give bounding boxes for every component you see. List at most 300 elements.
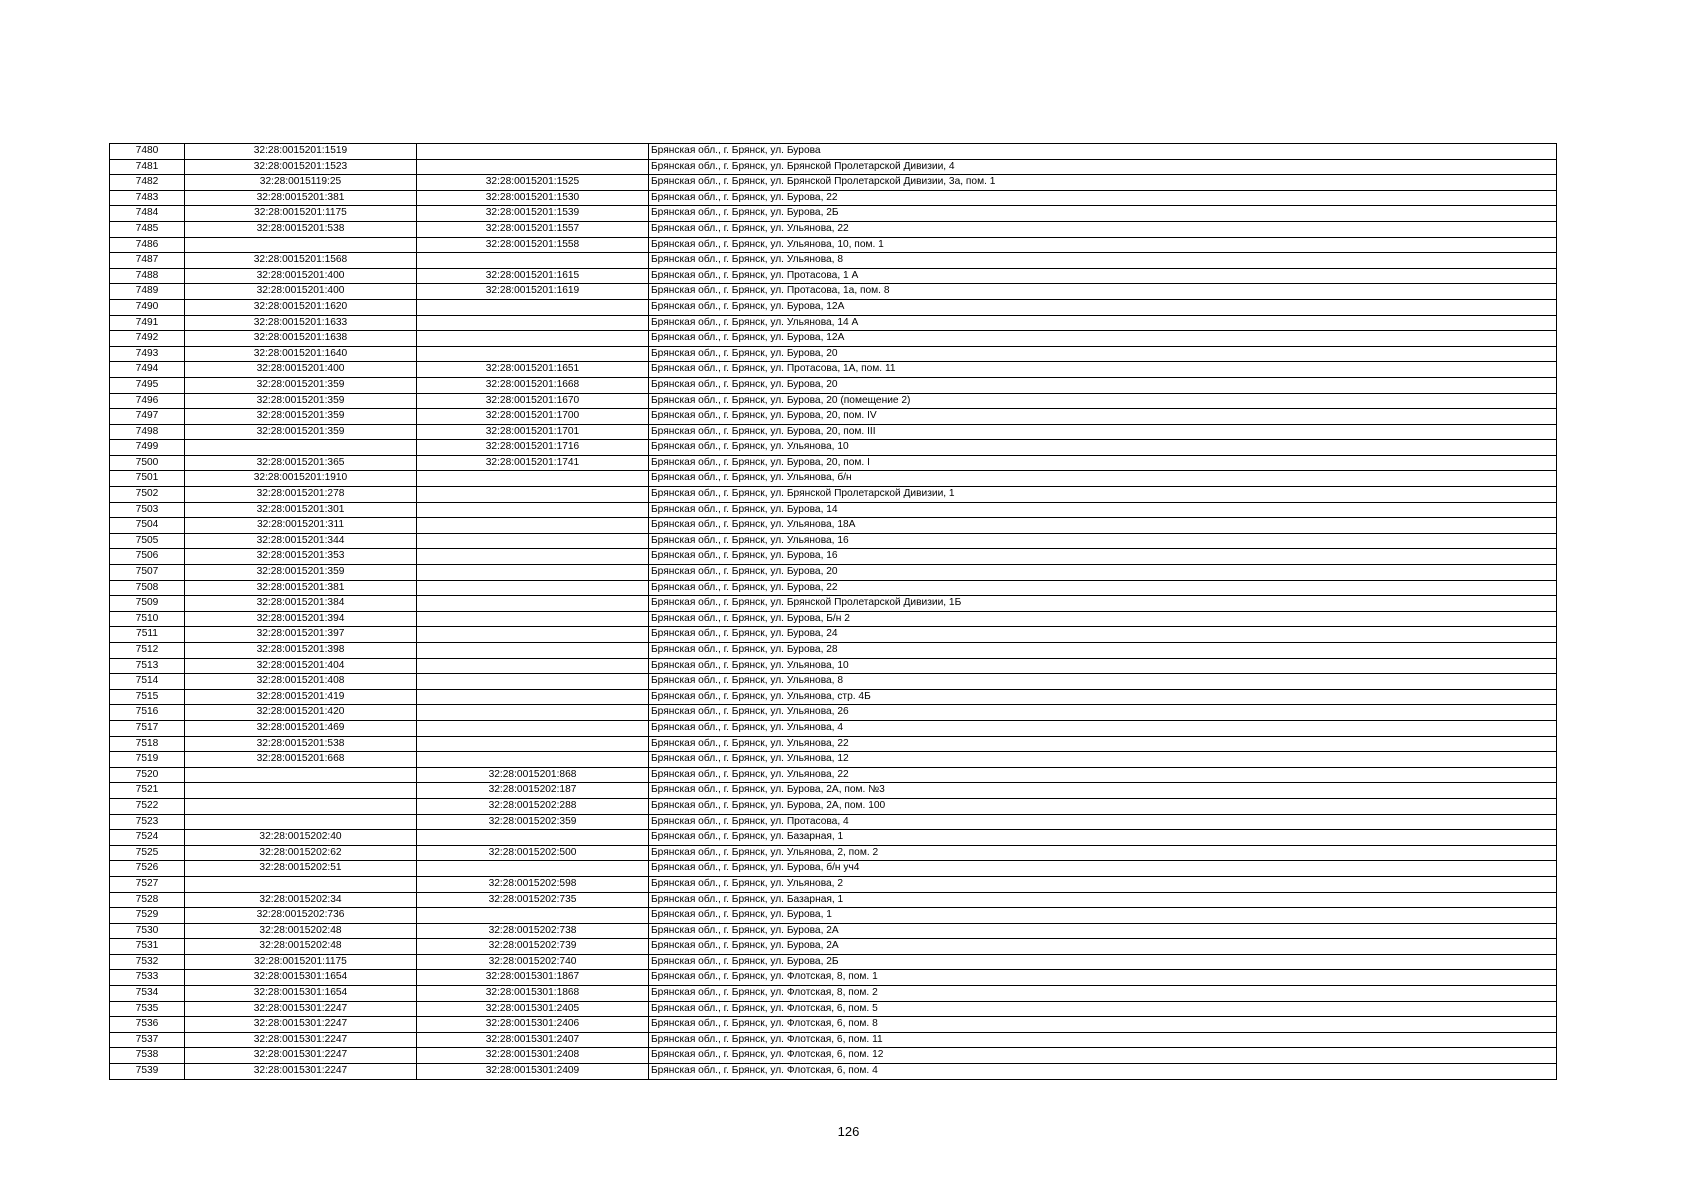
linked-cadastral-number-cell: 32:28:0015201:1557 (417, 221, 649, 237)
table-row (110, 798, 1557, 814)
linked-cadastral-number-cell: 32:28:0015301:2405 (417, 1001, 649, 1017)
row-number-cell: 7533 (110, 970, 185, 986)
linked-cadastral-number-cell (417, 549, 649, 565)
row-number-cell: 7510 (110, 611, 185, 627)
linked-cadastral-number-cell: 32:28:0015301:1868 (417, 986, 649, 1002)
row-number-cell: 7509 (110, 596, 185, 612)
row-number-cell: 7496 (110, 393, 185, 409)
row-number-cell: 7537 (110, 1032, 185, 1048)
address-cell: Брянская обл., г. Брянск, ул. Бурова, б/н уч4 (649, 861, 1557, 877)
row-number-cell: 7529 (110, 908, 185, 924)
row-number-cell: 7498 (110, 424, 185, 440)
table-row (110, 159, 1557, 175)
row-number-cell: 7539 (110, 1064, 185, 1080)
linked-cadastral-number-cell (417, 736, 649, 752)
row-number-cell: 7480 (110, 144, 185, 160)
table-row (110, 658, 1557, 674)
cadastral-number-cell: 32:28:0015201:1175 (185, 206, 417, 222)
cadastral-number-cell: 32:28:0015201:384 (185, 596, 417, 612)
address-cell: Брянская обл., г. Брянск, ул. Бурова, 2Б (649, 206, 1557, 222)
linked-cadastral-number-cell (417, 159, 649, 175)
cadastral-number-cell: 32:28:0015201:359 (185, 377, 417, 393)
address-cell: Брянская обл., г. Брянск, ул. Бурова, 2А (649, 923, 1557, 939)
parcels-table-body (110, 144, 1557, 1080)
table-row (110, 268, 1557, 284)
cadastral-number-cell (185, 798, 417, 814)
row-number-cell: 7489 (110, 284, 185, 300)
linked-cadastral-number-cell: 32:28:0015201:1530 (417, 190, 649, 206)
cadastral-number-cell (185, 237, 417, 253)
table-row (110, 752, 1557, 768)
linked-cadastral-number-cell (417, 565, 649, 581)
linked-cadastral-number-cell: 32:28:0015201:1615 (417, 268, 649, 284)
table-row (110, 892, 1557, 908)
address-cell: Брянская обл., г. Брянск, ул. Бурова, 2А (649, 939, 1557, 955)
row-number-cell: 7520 (110, 767, 185, 783)
cadastral-number-cell: 32:28:0015201:301 (185, 502, 417, 518)
row-number-cell: 7514 (110, 674, 185, 690)
cadastral-number-cell: 32:28:0015201:1175 (185, 954, 417, 970)
linked-cadastral-number-cell (417, 658, 649, 674)
cadastral-number-cell: 32:28:0015201:1633 (185, 315, 417, 331)
address-cell: Брянская обл., г. Брянск, ул. Брянской Пролетарской Дивизии, 3а, пом. 1 (649, 175, 1557, 191)
linked-cadastral-number-cell (417, 596, 649, 612)
table-row (110, 424, 1557, 440)
page-number: 126 (837, 1124, 860, 1139)
table-row (110, 331, 1557, 347)
address-cell: Брянская обл., г. Брянск, ул. Брянской Пролетарской Дивизии, 4 (649, 159, 1557, 175)
address-cell: Брянская обл., г. Брянск, ул. Флотская, 6, пом. 4 (649, 1064, 1557, 1080)
address-cell: Брянская обл., г. Брянск, ул. Брянской Пролетарской Дивизии, 1 (649, 487, 1557, 503)
row-number-cell: 7519 (110, 752, 185, 768)
address-cell: Брянская обл., г. Брянск, ул. Брянской Пролетарской Дивизии, 1Б (649, 596, 1557, 612)
row-number-cell: 7522 (110, 798, 185, 814)
row-number-cell: 7515 (110, 689, 185, 705)
linked-cadastral-number-cell (417, 861, 649, 877)
row-number-cell: 7485 (110, 221, 185, 237)
address-cell: Брянская обл., г. Брянск, ул. Протасова, 1 А (649, 268, 1557, 284)
cadastral-number-cell: 32:28:0015202:51 (185, 861, 417, 877)
row-number-cell: 7530 (110, 923, 185, 939)
row-number-cell: 7532 (110, 954, 185, 970)
linked-cadastral-number-cell: 32:28:0015201:1701 (417, 424, 649, 440)
address-cell: Брянская обл., г. Брянск, ул. Ульянова, б/н (649, 471, 1557, 487)
table-row (110, 471, 1557, 487)
cadastral-number-cell (185, 814, 417, 830)
address-cell: Брянская обл., г. Брянск, ул. Бурова, 20, пом. I (649, 455, 1557, 471)
address-cell: Брянская обл., г. Брянск, ул. Ульянова, 12 (649, 752, 1557, 768)
row-number-cell: 7526 (110, 861, 185, 877)
table-row (110, 565, 1557, 581)
cadastral-number-cell: 32:28:0015202:48 (185, 939, 417, 955)
address-cell: Брянская обл., г. Брянск, ул. Бурова, 24 (649, 627, 1557, 643)
linked-cadastral-number-cell: 32:28:0015202:359 (417, 814, 649, 830)
cadastral-number-cell: 32:28:0015301:2247 (185, 1001, 417, 1017)
cadastral-number-cell: 32:28:0015201:1638 (185, 331, 417, 347)
cadastral-number-cell: 32:28:0015201:538 (185, 736, 417, 752)
cadastral-number-cell: 32:28:0015301:2247 (185, 1032, 417, 1048)
row-number-cell: 7483 (110, 190, 185, 206)
linked-cadastral-number-cell (417, 689, 649, 705)
table-row (110, 627, 1557, 643)
address-cell: Брянская обл., г. Брянск, ул. Флотская, 6, пом. 11 (649, 1032, 1557, 1048)
cadastral-number-cell: 32:28:0015301:2247 (185, 1048, 417, 1064)
linked-cadastral-number-cell (417, 627, 649, 643)
row-number-cell: 7516 (110, 705, 185, 721)
cadastral-number-cell: 32:28:0015202:736 (185, 908, 417, 924)
linked-cadastral-number-cell (417, 487, 649, 503)
address-cell: Брянская обл., г. Брянск, ул. Бурова, 20 (649, 377, 1557, 393)
cadastral-number-cell: 32:28:0015201:469 (185, 720, 417, 736)
address-cell: Брянская обл., г. Брянск, ул. Бурова, 2Б (649, 954, 1557, 970)
cadastral-number-cell: 32:28:0015201:359 (185, 393, 417, 409)
linked-cadastral-number-cell: 32:28:0015201:1525 (417, 175, 649, 191)
table-row (110, 455, 1557, 471)
table-row (110, 939, 1557, 955)
cadastral-number-cell: 32:28:0015201:397 (185, 627, 417, 643)
address-cell: Брянская обл., г. Брянск, ул. Протасова, 1а, пом. 8 (649, 284, 1557, 300)
cadastral-number-cell: 32:28:0015201:344 (185, 533, 417, 549)
table-row (110, 393, 1557, 409)
linked-cadastral-number-cell: 32:28:0015201:1716 (417, 440, 649, 456)
address-cell: Брянская обл., г. Брянск, ул. Протасова, 1А, пом. 11 (649, 362, 1557, 378)
parcels-table (109, 143, 1557, 1080)
linked-cadastral-number-cell (417, 471, 649, 487)
address-cell: Брянская обл., г. Брянск, ул. Бурова, 22 (649, 580, 1557, 596)
table-row (110, 970, 1557, 986)
linked-cadastral-number-cell: 32:28:0015201:1670 (417, 393, 649, 409)
table-row (110, 643, 1557, 659)
address-cell: Брянская обл., г. Брянск, ул. Бурова, 2А, пом. №3 (649, 783, 1557, 799)
address-cell: Брянская обл., г. Брянск, ул. Флотская, 8, пом. 1 (649, 970, 1557, 986)
linked-cadastral-number-cell: 32:28:0015202:739 (417, 939, 649, 955)
linked-cadastral-number-cell (417, 253, 649, 269)
cadastral-number-cell: 32:28:0015201:1523 (185, 159, 417, 175)
linked-cadastral-number-cell (417, 315, 649, 331)
row-number-cell: 7497 (110, 409, 185, 425)
row-number-cell: 7502 (110, 487, 185, 503)
linked-cadastral-number-cell: 32:28:0015202:740 (417, 954, 649, 970)
cadastral-number-cell: 32:28:0015201:1519 (185, 144, 417, 160)
cadastral-number-cell: 32:28:0015201:419 (185, 689, 417, 705)
linked-cadastral-number-cell: 32:28:0015201:868 (417, 767, 649, 783)
address-cell: Брянская обл., г. Брянск, ул. Ульянова, 14 А (649, 315, 1557, 331)
cadastral-number-cell: 32:28:0015201:400 (185, 284, 417, 300)
linked-cadastral-number-cell (417, 518, 649, 534)
table-row (110, 674, 1557, 690)
linked-cadastral-number-cell (417, 611, 649, 627)
cadastral-number-cell: 32:28:0015119:25 (185, 175, 417, 191)
table-row (110, 876, 1557, 892)
address-cell: Брянская обл., г. Брянск, ул. Ульянова, 10, пом. 1 (649, 237, 1557, 253)
linked-cadastral-number-cell: 32:28:0015201:1539 (417, 206, 649, 222)
cadastral-number-cell: 32:28:0015202:48 (185, 923, 417, 939)
row-number-cell: 7499 (110, 440, 185, 456)
address-cell: Брянская обл., г. Брянск, ул. Бурова, 12А (649, 299, 1557, 315)
row-number-cell: 7488 (110, 268, 185, 284)
address-cell: Брянская обл., г. Брянск, ул. Бурова, 20 (649, 346, 1557, 362)
cadastral-number-cell: 32:28:0015202:62 (185, 845, 417, 861)
row-number-cell: 7507 (110, 565, 185, 581)
address-cell: Брянская обл., г. Брянск, ул. Бурова, 28 (649, 643, 1557, 659)
table-row (110, 518, 1557, 534)
table-row (110, 783, 1557, 799)
address-cell: Брянская обл., г. Брянск, ул. Ульянова, 22 (649, 736, 1557, 752)
row-number-cell: 7503 (110, 502, 185, 518)
address-cell: Брянская обл., г. Брянск, ул. Бурова, Б/н 2 (649, 611, 1557, 627)
table-row (110, 299, 1557, 315)
cadastral-number-cell (185, 440, 417, 456)
row-number-cell: 7506 (110, 549, 185, 565)
table-row (110, 253, 1557, 269)
linked-cadastral-number-cell (417, 533, 649, 549)
cadastral-number-cell (185, 876, 417, 892)
table-row (110, 175, 1557, 191)
row-number-cell: 7523 (110, 814, 185, 830)
address-cell: Брянская обл., г. Брянск, ул. Базарная, 1 (649, 892, 1557, 908)
table-row (110, 237, 1557, 253)
cadastral-number-cell: 32:28:0015301:2247 (185, 1064, 417, 1080)
row-number-cell: 7504 (110, 518, 185, 534)
linked-cadastral-number-cell: 32:28:0015301:1867 (417, 970, 649, 986)
row-number-cell: 7513 (110, 658, 185, 674)
linked-cadastral-number-cell: 32:28:0015301:2406 (417, 1017, 649, 1033)
row-number-cell: 7536 (110, 1017, 185, 1033)
cadastral-number-cell: 32:28:0015201:359 (185, 424, 417, 440)
row-number-cell: 7538 (110, 1048, 185, 1064)
address-cell: Брянская обл., г. Брянск, ул. Протасова, 4 (649, 814, 1557, 830)
cadastral-number-cell: 32:28:0015201:359 (185, 565, 417, 581)
cadastral-number-cell: 32:28:0015201:311 (185, 518, 417, 534)
linked-cadastral-number-cell: 32:28:0015201:1741 (417, 455, 649, 471)
table-row (110, 705, 1557, 721)
cadastral-number-cell: 32:28:0015201:398 (185, 643, 417, 659)
table-row (110, 362, 1557, 378)
address-cell: Брянская обл., г. Брянск, ул. Ульянова, 16 (649, 533, 1557, 549)
linked-cadastral-number-cell (417, 346, 649, 362)
address-cell: Брянская обл., г. Брянск, ул. Ульянова, 2 (649, 876, 1557, 892)
table-row (110, 986, 1557, 1002)
row-number-cell: 7484 (110, 206, 185, 222)
address-cell: Брянская обл., г. Брянск, ул. Ульянова, 10 (649, 440, 1557, 456)
address-cell: Брянская обл., г. Брянск, ул. Бурова (649, 144, 1557, 160)
table-row (110, 487, 1557, 503)
linked-cadastral-number-cell: 32:28:0015202:288 (417, 798, 649, 814)
row-number-cell: 7511 (110, 627, 185, 643)
address-cell: Брянская обл., г. Брянск, ул. Флотская, 8, пом. 2 (649, 986, 1557, 1002)
cadastral-number-cell: 32:28:0015201:381 (185, 580, 417, 596)
linked-cadastral-number-cell: 32:28:0015202:598 (417, 876, 649, 892)
table-row (110, 346, 1557, 362)
table-row (110, 923, 1557, 939)
table-row (110, 1048, 1557, 1064)
cadastral-number-cell: 32:28:0015301:2247 (185, 1017, 417, 1033)
cadastral-number-cell: 32:28:0015201:538 (185, 221, 417, 237)
table-row (110, 814, 1557, 830)
table-row (110, 315, 1557, 331)
cadastral-number-cell: 32:28:0015201:668 (185, 752, 417, 768)
linked-cadastral-number-cell: 32:28:0015202:500 (417, 845, 649, 861)
cadastral-number-cell: 32:28:0015201:1620 (185, 299, 417, 315)
row-number-cell: 7487 (110, 253, 185, 269)
table-row (110, 1032, 1557, 1048)
linked-cadastral-number-cell (417, 674, 649, 690)
cadastral-number-cell: 32:28:0015201:400 (185, 268, 417, 284)
linked-cadastral-number-cell (417, 908, 649, 924)
table-row (110, 502, 1557, 518)
linked-cadastral-number-cell (417, 580, 649, 596)
table-row (110, 736, 1557, 752)
row-number-cell: 7512 (110, 643, 185, 659)
cadastral-number-cell: 32:28:0015201:400 (185, 362, 417, 378)
table-row (110, 689, 1557, 705)
linked-cadastral-number-cell (417, 752, 649, 768)
row-number-cell: 7501 (110, 471, 185, 487)
address-cell: Брянская обл., г. Брянск, ул. Бурова, 1 (649, 908, 1557, 924)
table-row (110, 845, 1557, 861)
row-number-cell: 7495 (110, 377, 185, 393)
row-number-cell: 7505 (110, 533, 185, 549)
linked-cadastral-number-cell (417, 643, 649, 659)
row-number-cell: 7508 (110, 580, 185, 596)
table-row (110, 954, 1557, 970)
row-number-cell: 7525 (110, 845, 185, 861)
linked-cadastral-number-cell: 32:28:0015201:1651 (417, 362, 649, 378)
linked-cadastral-number-cell (417, 299, 649, 315)
cadastral-number-cell: 32:28:0015201:353 (185, 549, 417, 565)
linked-cadastral-number-cell (417, 502, 649, 518)
table-row (110, 908, 1557, 924)
table-row (110, 720, 1557, 736)
cadastral-number-cell: 32:28:0015201:420 (185, 705, 417, 721)
linked-cadastral-number-cell (417, 705, 649, 721)
row-number-cell: 7527 (110, 876, 185, 892)
cadastral-number-cell: 32:28:0015201:278 (185, 487, 417, 503)
table-row (110, 190, 1557, 206)
row-number-cell: 7521 (110, 783, 185, 799)
cadastral-number-cell: 32:28:0015201:1910 (185, 471, 417, 487)
address-cell: Брянская обл., г. Брянск, ул. Бурова, 12А (649, 331, 1557, 347)
row-number-cell: 7517 (110, 720, 185, 736)
row-number-cell: 7491 (110, 315, 185, 331)
table-row (110, 1017, 1557, 1033)
row-number-cell: 7535 (110, 1001, 185, 1017)
linked-cadastral-number-cell: 32:28:0015301:2409 (417, 1064, 649, 1080)
address-cell: Брянская обл., г. Брянск, ул. Ульянова, 22 (649, 221, 1557, 237)
linked-cadastral-number-cell: 32:28:0015201:1700 (417, 409, 649, 425)
table-row (110, 221, 1557, 237)
row-number-cell: 7494 (110, 362, 185, 378)
row-number-cell: 7534 (110, 986, 185, 1002)
address-cell: Брянская обл., г. Брянск, ул. Бурова, 20, пом. III (649, 424, 1557, 440)
table-row (110, 596, 1557, 612)
cadastral-number-cell: 32:28:0015301:1654 (185, 986, 417, 1002)
table-row (110, 533, 1557, 549)
cadastral-number-cell: 32:28:0015202:34 (185, 892, 417, 908)
linked-cadastral-number-cell (417, 331, 649, 347)
row-number-cell: 7524 (110, 830, 185, 846)
table-row (110, 611, 1557, 627)
cadastral-number-cell (185, 767, 417, 783)
linked-cadastral-number-cell: 32:28:0015202:187 (417, 783, 649, 799)
address-cell: Брянская обл., г. Брянск, ул. Ульянова, 10 (649, 658, 1557, 674)
row-number-cell: 7486 (110, 237, 185, 253)
cadastral-number-cell: 32:28:0015201:381 (185, 190, 417, 206)
cadastral-number-cell: 32:28:0015202:40 (185, 830, 417, 846)
address-cell: Брянская обл., г. Брянск, ул. Ульянова, 18А (649, 518, 1557, 534)
linked-cadastral-number-cell (417, 144, 649, 160)
table-row (110, 1064, 1557, 1080)
row-number-cell: 7490 (110, 299, 185, 315)
cadastral-number-cell: 32:28:0015201:1568 (185, 253, 417, 269)
row-number-cell: 7482 (110, 175, 185, 191)
cadastral-number-cell: 32:28:0015201:404 (185, 658, 417, 674)
address-cell: Брянская обл., г. Брянск, ул. Бурова, 20 (помещение 2) (649, 393, 1557, 409)
address-cell: Брянская обл., г. Брянск, ул. Ульянова, 4 (649, 720, 1557, 736)
cadastral-number-cell: 32:28:0015201:394 (185, 611, 417, 627)
row-number-cell: 7500 (110, 455, 185, 471)
table-row (110, 409, 1557, 425)
address-cell: Брянская обл., г. Брянск, ул. Флотская, 6, пом. 5 (649, 1001, 1557, 1017)
address-cell: Брянская обл., г. Брянск, ул. Ульянова, 22 (649, 767, 1557, 783)
table-row (110, 549, 1557, 565)
linked-cadastral-number-cell (417, 830, 649, 846)
address-cell: Брянская обл., г. Брянск, ул. Флотская, 6, пом. 12 (649, 1048, 1557, 1064)
address-cell: Брянская обл., г. Брянск, ул. Бурова, 16 (649, 549, 1557, 565)
address-cell: Брянская обл., г. Брянск, ул. Ульянова, 2, пом. 2 (649, 845, 1557, 861)
row-number-cell: 7493 (110, 346, 185, 362)
row-number-cell: 7528 (110, 892, 185, 908)
row-number-cell: 7518 (110, 736, 185, 752)
cadastral-number-cell: 32:28:0015201:408 (185, 674, 417, 690)
table-row (110, 767, 1557, 783)
table-row (110, 861, 1557, 877)
table-row (110, 440, 1557, 456)
linked-cadastral-number-cell: 32:28:0015201:1558 (417, 237, 649, 253)
cadastral-number-cell: 32:28:0015301:1654 (185, 970, 417, 986)
address-cell: Брянская обл., г. Брянск, ул. Базарная, 1 (649, 830, 1557, 846)
linked-cadastral-number-cell: 32:28:0015202:735 (417, 892, 649, 908)
table-row (110, 284, 1557, 300)
linked-cadastral-number-cell: 32:28:0015201:1668 (417, 377, 649, 393)
address-cell: Брянская обл., г. Брянск, ул. Бурова, 2А, пом. 100 (649, 798, 1557, 814)
linked-cadastral-number-cell: 32:28:0015301:2407 (417, 1032, 649, 1048)
table-row (110, 1001, 1557, 1017)
row-number-cell: 7492 (110, 331, 185, 347)
table-row (110, 377, 1557, 393)
linked-cadastral-number-cell: 32:28:0015202:738 (417, 923, 649, 939)
address-cell: Брянская обл., г. Брянск, ул. Бурова, 14 (649, 502, 1557, 518)
table-row (110, 144, 1557, 160)
address-cell: Брянская обл., г. Брянск, ул. Ульянова, 8 (649, 253, 1557, 269)
table-row (110, 830, 1557, 846)
table-row (110, 206, 1557, 222)
address-cell: Брянская обл., г. Брянск, ул. Флотская, 6, пом. 8 (649, 1017, 1557, 1033)
cadastral-number-cell (185, 783, 417, 799)
cadastral-number-cell: 32:28:0015201:359 (185, 409, 417, 425)
address-cell: Брянская обл., г. Брянск, ул. Бурова, 22 (649, 190, 1557, 206)
linked-cadastral-number-cell: 32:28:0015201:1619 (417, 284, 649, 300)
row-number-cell: 7481 (110, 159, 185, 175)
table-row (110, 580, 1557, 596)
address-cell: Брянская обл., г. Брянск, ул. Ульянова, стр. 4Б (649, 689, 1557, 705)
linked-cadastral-number-cell: 32:28:0015301:2408 (417, 1048, 649, 1064)
address-cell: Брянская обл., г. Брянск, ул. Бурова, 20 (649, 565, 1557, 581)
address-cell: Брянская обл., г. Брянск, ул. Бурова, 20, пом. IV (649, 409, 1557, 425)
cadastral-number-cell: 32:28:0015201:1640 (185, 346, 417, 362)
cadastral-number-cell: 32:28:0015201:365 (185, 455, 417, 471)
linked-cadastral-number-cell (417, 720, 649, 736)
